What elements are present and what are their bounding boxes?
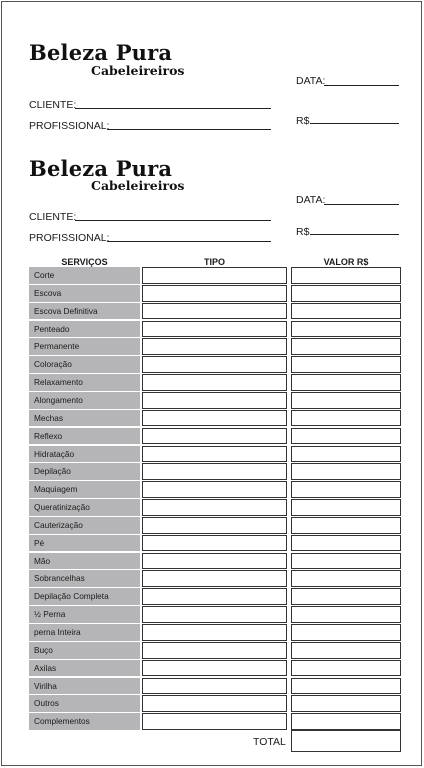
value-input-cell[interactable] xyxy=(291,624,401,641)
client-field[interactable] xyxy=(75,220,271,221)
value-input-cell[interactable] xyxy=(291,463,401,480)
service-name-cell: Sobrancelhas xyxy=(29,570,140,587)
value-input-cell[interactable] xyxy=(291,303,401,320)
client-label: CLIENTE: xyxy=(29,99,77,111)
amount-label: R$ xyxy=(296,115,310,127)
value-input-cell[interactable] xyxy=(291,660,401,677)
service-name-cell: Relaxamento xyxy=(29,374,140,391)
service-name-cell: Queratinização xyxy=(29,499,140,516)
professional-label: PROFISSIONAL: xyxy=(29,120,110,132)
header-type: TIPO xyxy=(203,257,225,267)
brand-block-2 xyxy=(29,156,185,193)
type-input-cell[interactable] xyxy=(142,338,287,355)
type-input-cell[interactable] xyxy=(142,713,287,730)
professional-label: PROFISSIONAL: xyxy=(29,232,110,244)
type-input-cell[interactable] xyxy=(142,606,287,623)
service-name-cell: Penteado xyxy=(29,321,140,338)
service-name-cell: ½ Perna xyxy=(29,606,140,623)
header-services: SERVIÇOS xyxy=(61,257,108,267)
value-input-cell[interactable] xyxy=(291,356,401,373)
service-name-cell: Reflexo xyxy=(29,428,140,445)
type-input-cell[interactable] xyxy=(142,463,287,480)
type-input-cell[interactable] xyxy=(142,321,287,338)
value-input-cell[interactable] xyxy=(291,570,401,587)
professional-field[interactable] xyxy=(107,241,271,242)
header-value: VALOR R$ xyxy=(323,257,369,267)
type-input-cell[interactable] xyxy=(142,642,287,659)
date-label: DATA: xyxy=(296,75,326,87)
value-input-cell[interactable] xyxy=(291,338,401,355)
value-input-cell[interactable] xyxy=(291,267,401,284)
service-name-cell: Outros xyxy=(29,695,140,712)
type-input-cell[interactable] xyxy=(142,624,287,641)
service-name-cell: Permanente xyxy=(29,338,140,355)
type-input-cell[interactable] xyxy=(142,428,287,445)
value-input-cell[interactable] xyxy=(291,499,401,516)
value-input-cell[interactable] xyxy=(291,446,401,463)
value-input-cell[interactable] xyxy=(291,642,401,659)
total-label: TOTAL xyxy=(253,736,286,748)
type-input-cell[interactable] xyxy=(142,517,287,534)
type-input-cell[interactable] xyxy=(142,678,287,695)
service-name-cell: Pé xyxy=(29,535,140,552)
service-name-cell: perna Inteira xyxy=(29,624,140,641)
service-name-cell: Coloração xyxy=(29,356,140,373)
service-name-cell: Axilas xyxy=(29,660,140,677)
type-input-cell[interactable] xyxy=(142,499,287,516)
service-name-cell: Maquiagem xyxy=(29,481,140,498)
type-input-cell[interactable] xyxy=(142,285,287,302)
value-input-cell[interactable] xyxy=(291,678,401,695)
service-name-cell: Buço xyxy=(29,642,140,659)
total-field[interactable] xyxy=(291,730,401,752)
type-input-cell[interactable] xyxy=(142,267,287,284)
type-input-cell[interactable] xyxy=(142,588,287,605)
type-input-cell[interactable] xyxy=(142,303,287,320)
value-input-cell[interactable] xyxy=(291,285,401,302)
type-input-cell[interactable] xyxy=(142,374,287,391)
date-label: DATA: xyxy=(296,194,326,206)
service-name-cell: Cauterização xyxy=(29,517,140,534)
client-field[interactable] xyxy=(75,108,271,109)
value-input-cell[interactable] xyxy=(291,481,401,498)
client-label: CLIENTE: xyxy=(29,211,77,223)
service-name-cell: Mechas xyxy=(29,410,140,427)
type-input-cell[interactable] xyxy=(142,392,287,409)
type-input-cell[interactable] xyxy=(142,660,287,677)
value-input-cell[interactable] xyxy=(291,392,401,409)
service-name-cell: Virilha xyxy=(29,678,140,695)
date-field[interactable] xyxy=(324,204,399,205)
value-input-cell[interactable] xyxy=(291,428,401,445)
value-input-cell[interactable] xyxy=(291,535,401,552)
amount-field[interactable] xyxy=(310,123,399,124)
amount-label: R$ xyxy=(296,226,310,238)
service-name-cell: Escova Definitiva xyxy=(29,303,140,320)
service-name-cell: Mão xyxy=(29,553,140,570)
value-input-cell[interactable] xyxy=(291,695,401,712)
brand-name: Beleza Pura xyxy=(29,156,173,181)
value-input-cell[interactable] xyxy=(291,553,401,570)
service-name-cell: Escova xyxy=(29,285,140,302)
type-input-cell[interactable] xyxy=(142,446,287,463)
type-input-cell[interactable] xyxy=(142,570,287,587)
brand-block-1 xyxy=(29,40,185,78)
brand-name: Beleza Pura xyxy=(29,40,173,65)
amount-field[interactable] xyxy=(310,234,399,235)
value-input-cell[interactable] xyxy=(291,321,401,338)
service-name-cell: Hidratação xyxy=(29,446,140,463)
type-input-cell[interactable] xyxy=(142,535,287,552)
type-input-cell[interactable] xyxy=(142,356,287,373)
value-input-cell[interactable] xyxy=(291,713,401,730)
brand-subtitle: Cabeleireiros xyxy=(91,178,185,193)
service-name-cell: Alongamento xyxy=(29,392,140,409)
value-input-cell[interactable] xyxy=(291,374,401,391)
type-input-cell[interactable] xyxy=(142,481,287,498)
value-input-cell[interactable] xyxy=(291,588,401,605)
value-input-cell[interactable] xyxy=(291,517,401,534)
service-name-cell: Corte xyxy=(29,267,140,284)
type-input-cell[interactable] xyxy=(142,410,287,427)
value-input-cell[interactable] xyxy=(291,606,401,623)
professional-field[interactable] xyxy=(107,129,271,130)
service-name-cell: Depilação Completa xyxy=(29,588,140,605)
brand-subtitle: Cabeleireiros xyxy=(91,63,185,78)
value-input-cell[interactable] xyxy=(291,410,401,427)
type-input-cell[interactable] xyxy=(142,695,287,712)
service-form-page xyxy=(1,1,422,766)
date-field[interactable] xyxy=(324,85,399,86)
service-name-cell: Complementos xyxy=(29,713,140,730)
type-input-cell[interactable] xyxy=(142,553,287,570)
service-name-cell: Depilação xyxy=(29,463,140,480)
